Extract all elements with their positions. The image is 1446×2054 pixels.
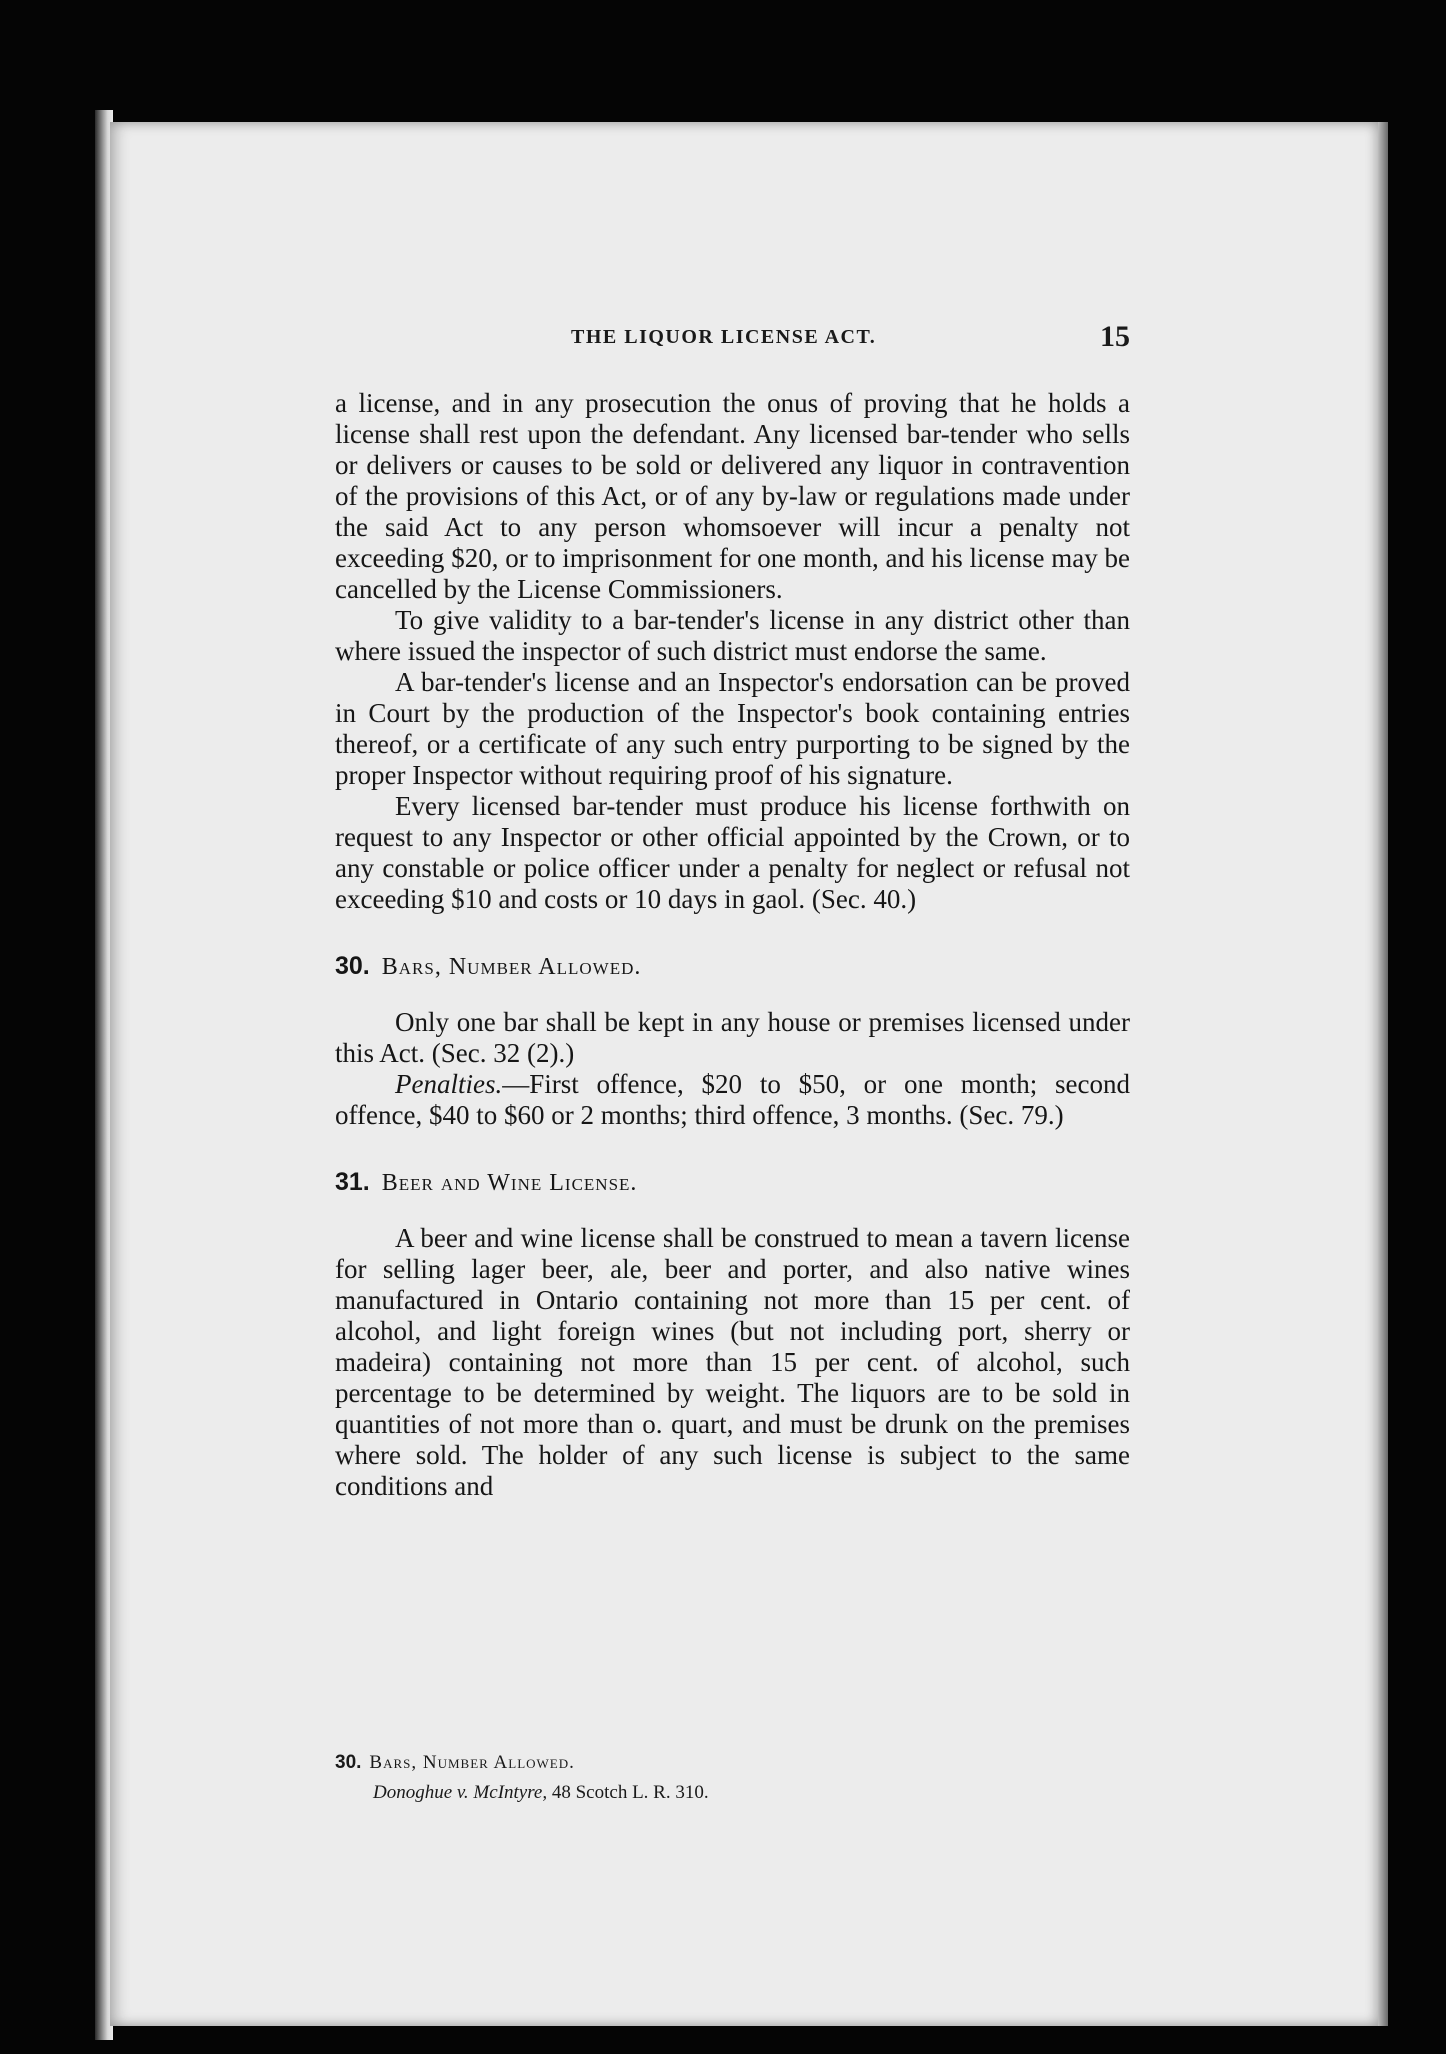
running-head: THE LIQUOR LICENSE ACT. [571,326,877,348]
footnote-title: Bars, Number Allowed. [369,1752,575,1773]
paragraph-validity: To give validity to a bar-tender's license in any district other than where issued the inspector of such district must endorse the same. [335,605,1130,666]
footnote-heading [335,1748,1130,1778]
section-31-number: 31. [335,1168,370,1196]
section-30-number: 30. [335,952,370,980]
page-header [335,320,1130,360]
page-right-edge [1378,122,1388,2026]
paragraph-endorsation: A bar-tender's license and an Inspector's endorsation can be proved in Court by the production of the Inspector's book containing entries thereof, or a certificate of any such entry purporting to be signed by the proper Inspector without requiring proof of his signature. [335,667,1130,790]
footnote-citation [335,1778,1130,1808]
section-31-heading [335,1167,1130,1199]
paragraph-produce-license: Every licensed bar-tender must produce his license forthwith on request to any Inspector or other official appointed by the Crown, or to any constable or police officer under a penalty for neglect or refusal not exceeding $10 and costs or 10 days in gaol. (Sec. 40.) [335,791,1130,914]
footnote-number: 30. [335,1752,362,1773]
footnote-case-name: Donoghue v. McIntyre, [373,1782,548,1803]
page-body [335,388,1130,1502]
section-30-title: Bars, Number Allowed. [381,954,642,980]
section-31-title: Beer and Wine License. [381,1170,638,1196]
penalties-label: Penalties. [395,1069,503,1099]
footnote-reporter: 48 Scotch L. R. 310. [551,1782,709,1803]
section-30-paragraph: Only one bar shall be kept in any house or premises licensed under this Act. (Sec. 32 (2).) [335,1007,1130,1068]
section-30-heading [335,951,1130,983]
footnote [335,1748,1130,1808]
section-31-paragraph: A beer and wine license shall be construed to mean a tavern license for selling lager beer, ale, beer and porter, and also native wines manufactured in Ontario containing not more than 15 per cent. of alcohol, and light foreign wines (but not including port, sherry or madeira) containing not more than 15 per cent. of alcohol, such percentage to be determined by weight. The liquors are to be sold in quantities of not more than o. quart, and must be drunk on the premises where sold. The holder of any such license is subject to the same conditions and [335,1223,1130,1501]
paragraph-continued: a license, and in any prosecution the onus of proving that he holds a license shall rest upon the defendant. Any licensed bar-tender who sells or delivers or causes to be sold or delivered any liquor in contravention of the provisions of this Act, or of any by-law or regulations made under the said Act to any person whomsoever will incur a penalty not exceeding $20, or to imprisonment for one month, and his license may be cancelled by the License Commissioners. [335,388,1130,604]
section-30-penalties [335,1069,1130,1131]
penalties-text: —First offence, $20 to $50, or one month; second offence, $40 to $60 or 2 months; third offence, 3 months. (Sec. 79.) [335,1069,1130,1130]
page-number: 15 [1100,320,1130,353]
